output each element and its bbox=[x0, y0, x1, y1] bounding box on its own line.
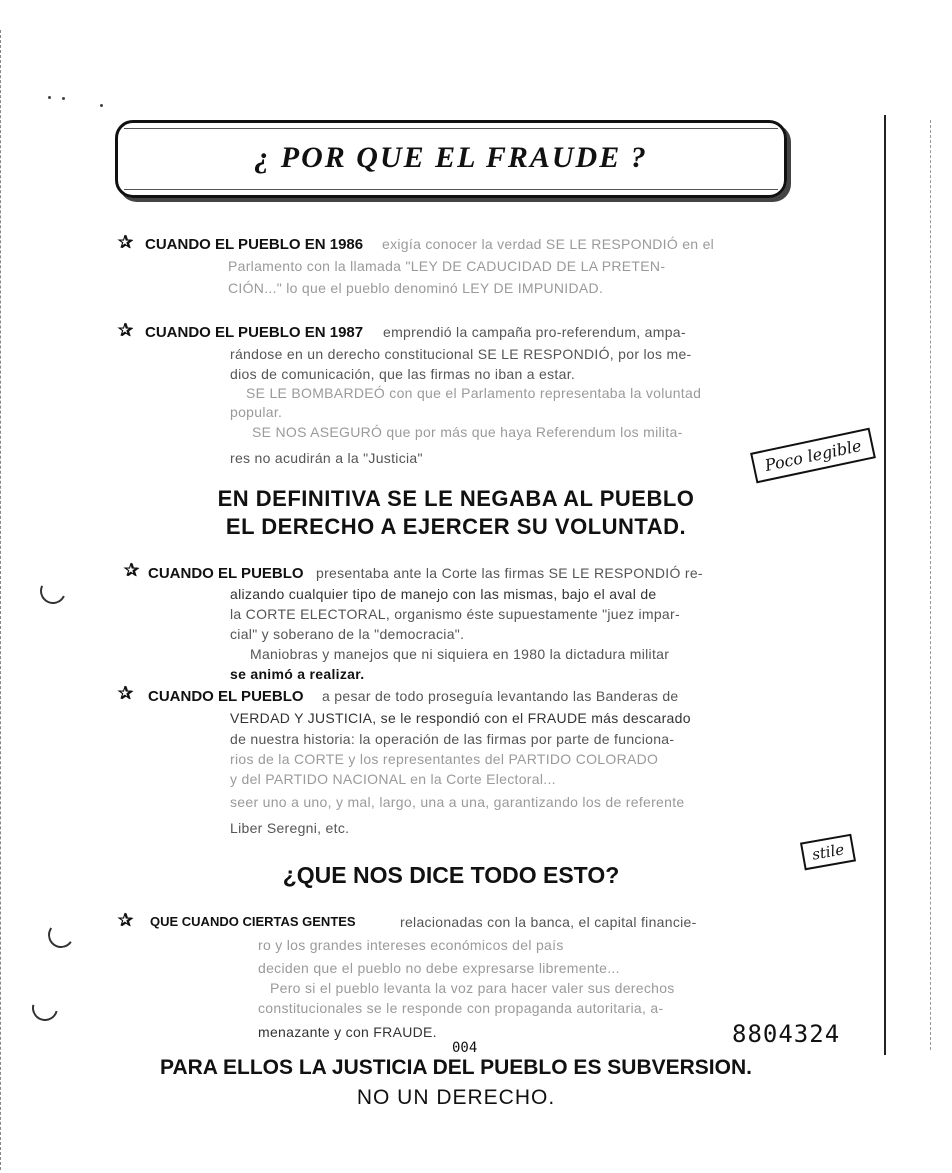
section-text-line: Maniobras y manejos que ni siquiera en 1980 la dictadura militar bbox=[250, 646, 670, 662]
section-text-line: y del PARTIDO NACIONAL en la Corte Electoral... bbox=[230, 771, 556, 787]
section-text-line: rios de la CORTE y los representantes del PARTIDO COLORADO bbox=[230, 751, 659, 767]
section-lead: QUE CUANDO CIERTAS GENTES bbox=[150, 914, 356, 929]
section-text-line: rándose en un derecho constitucional SE LE RESPONDIÓ, por los me- bbox=[230, 346, 692, 362]
speck bbox=[100, 104, 103, 107]
punch-hole-mark bbox=[27, 990, 63, 1026]
footer-line-2: NO UN DERECHO. bbox=[356, 1086, 556, 1109]
section-text-line: de nuestra historia: la operación de las firmas por parte de funciona- bbox=[230, 731, 675, 747]
footer-line-1: PARA ELLOS LA JUSTICIA DEL PUEBLO ES SUBVERSION. bbox=[160, 1056, 752, 1079]
page-edge bbox=[0, 30, 7, 1170]
section-text-line: exigía conocer la verdad SE LE RESPONDIÓ en el bbox=[382, 236, 715, 252]
headline-line-1: EN DEFINITIVA SE LE NEGABA AL PUEBLO bbox=[217, 486, 695, 511]
right-margin-dashes bbox=[930, 120, 932, 1050]
page-number: 004 bbox=[452, 1040, 478, 1056]
poco-legible-stamp: Poco legible bbox=[750, 428, 876, 484]
section-text-line: relacionadas con la banca, el capital financie- bbox=[400, 914, 697, 930]
section-text-line: SE LE BOMBARDEÓ con que el Parlamento representaba la voluntad bbox=[246, 385, 702, 401]
section-text-line: VERDAD Y JUSTICIA, se le respondió con el FRAUDE más descarado bbox=[230, 710, 691, 726]
section-lead: CUANDO EL PUEBLO bbox=[148, 565, 304, 582]
star-bullet-icon: ✰ bbox=[118, 683, 134, 703]
section-text-line: res no acudirán a la "Justicia" bbox=[230, 450, 423, 466]
star-bullet-icon: ✰ bbox=[124, 560, 140, 580]
page-title: ¿ POR QUE EL FRAUDE ? bbox=[254, 141, 648, 174]
stile-stamp: stile bbox=[800, 834, 856, 871]
section-text-line: menazante y con FRAUDE. bbox=[258, 1024, 437, 1040]
section-text-line: Liber Seregni, etc. bbox=[230, 820, 350, 836]
section-lead: CUANDO EL PUEBLO bbox=[148, 688, 304, 705]
speck bbox=[48, 96, 51, 99]
section-text-line: emprendió la campaña pro-referendum, ampa- bbox=[383, 324, 686, 340]
star-bullet-icon: ✰ bbox=[118, 910, 134, 930]
document-number: 8804324 bbox=[732, 1020, 841, 1048]
section-text-line: Pero si el pueblo levanta la voz para hacer valer sus derechos bbox=[270, 980, 675, 996]
punch-hole-mark bbox=[46, 920, 76, 950]
section-text-line: la CORTE ELECTORAL, organismo éste supuestamente "juez impar- bbox=[230, 606, 680, 622]
section-text-line: ro y los grandes intereses económicos del país bbox=[258, 937, 564, 953]
section-lead: CUANDO EL PUEBLO EN 1987 bbox=[145, 324, 364, 341]
section-lead: CUANDO EL PUEBLO EN 1986 bbox=[145, 236, 364, 253]
section-text-line: alizando cualquier tipo de manejo con las mismas, bajo el aval de bbox=[230, 586, 657, 602]
section-text-line: se animó a realizar. bbox=[230, 666, 365, 682]
section-text-line: SE NOS ASEGURÓ que por más que haya Referendum los milita- bbox=[252, 424, 683, 440]
subheading: ¿QUE NOS DICE TODO ESTO? bbox=[282, 862, 620, 888]
headline-line-2: EL DERECHO A EJERCER SU VOLUNTAD. bbox=[225, 514, 687, 539]
section-text-line: Parlamento con la llamada "LEY DE CADUCIDAD DE LA PRETEN- bbox=[228, 258, 666, 274]
section-text-line: popular. bbox=[230, 404, 283, 420]
star-bullet-icon: ✰ bbox=[118, 320, 134, 340]
right-margin-rule bbox=[884, 115, 886, 1055]
section-text-line: a pesar de todo proseguía levantando las Banderas de bbox=[322, 688, 679, 704]
speck bbox=[62, 97, 65, 100]
section-text-line: dios de comunicación, que las firmas no iban a estar. bbox=[230, 366, 576, 382]
section-text-line: constitucionales se le responde con propaganda autoritaria, a- bbox=[258, 1000, 664, 1016]
title-box bbox=[115, 120, 787, 198]
section-text-line: deciden que el pueblo no debe expresarse libremente... bbox=[258, 960, 620, 976]
punch-hole-mark bbox=[36, 574, 69, 607]
section-text-line: CIÓN..." lo que el pueblo denominó LEY DE IMPUNIDAD. bbox=[228, 280, 604, 296]
section-text-line: presentaba ante la Corte las firmas SE LE RESPONDIÓ re- bbox=[316, 565, 703, 581]
section-text-line: seer uno a uno, y mal, largo, una a una, garantizando los de referente bbox=[230, 794, 685, 810]
section-text-line: cial" y soberano de la "democracia". bbox=[230, 626, 465, 642]
star-bullet-icon: ✰ bbox=[118, 232, 134, 252]
